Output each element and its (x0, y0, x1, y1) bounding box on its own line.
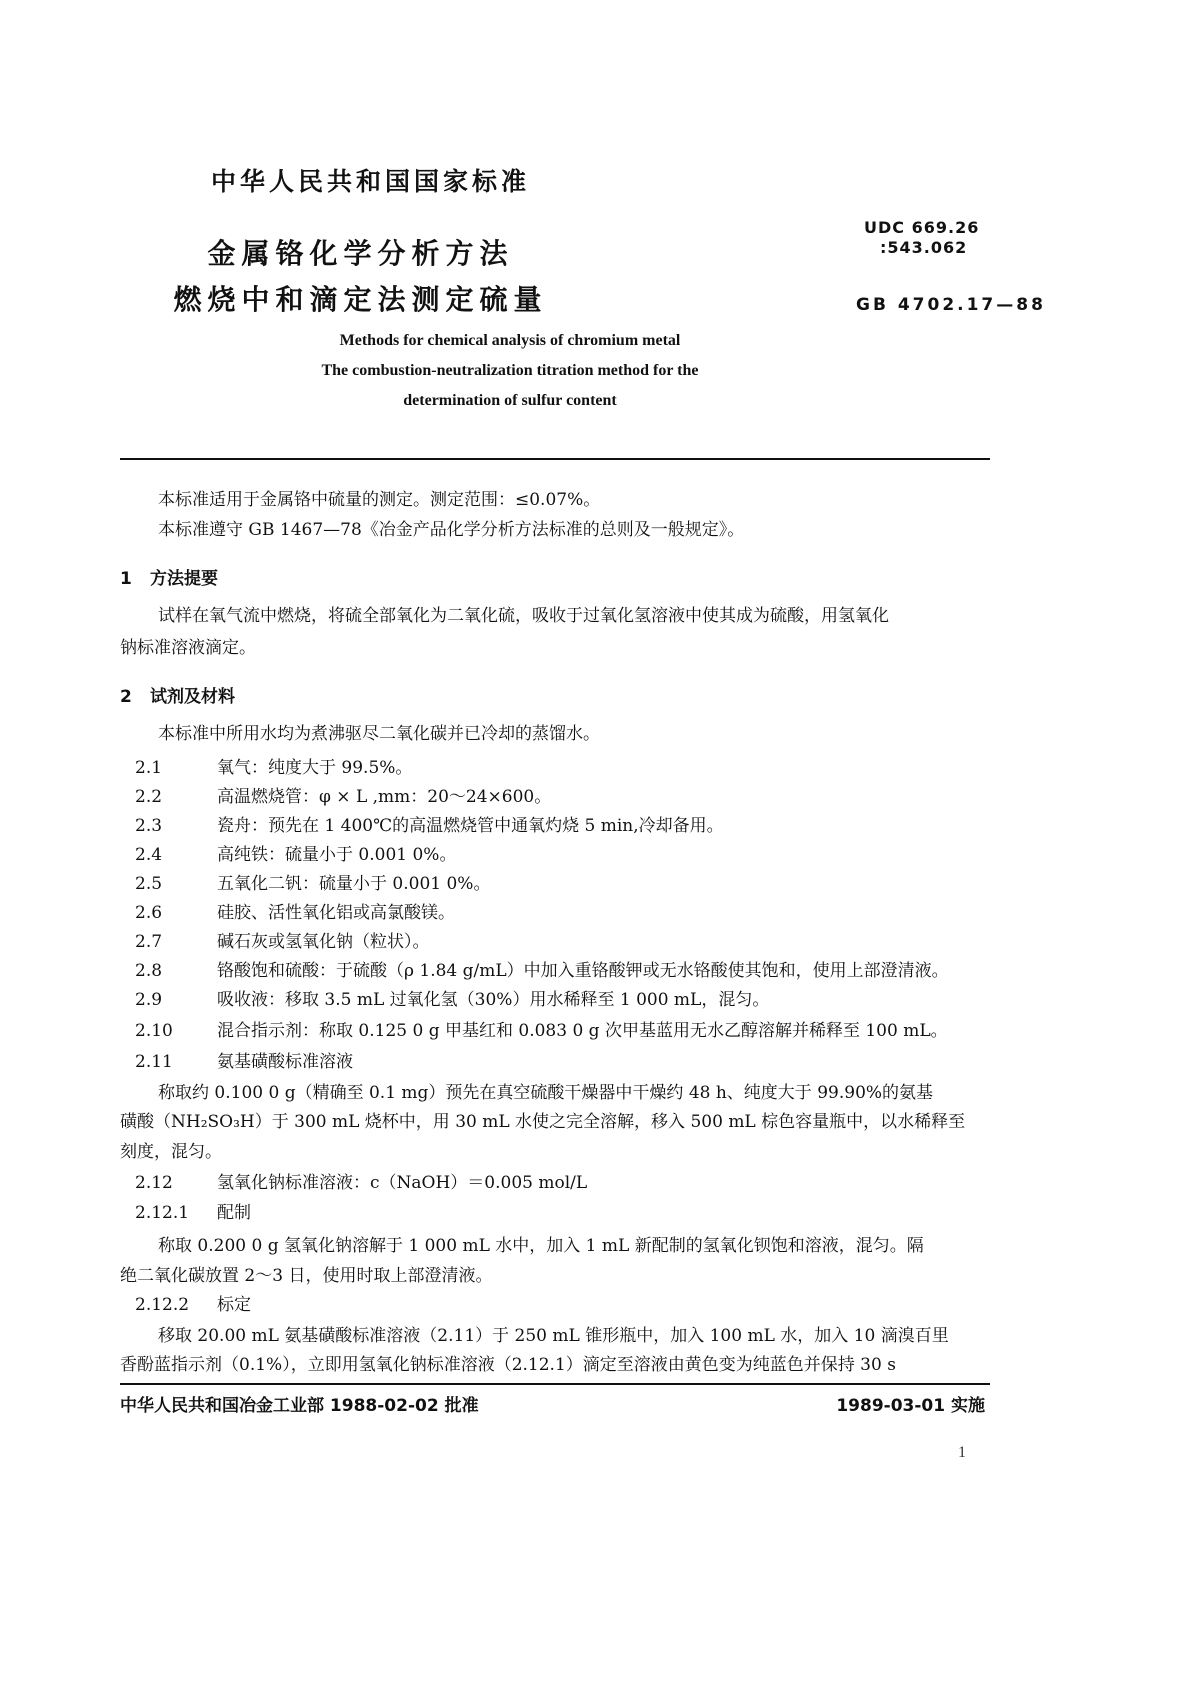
item-number: 2.1 (135, 758, 163, 778)
intro-paragraph-2: 本标准遵守 GB 1467—78《冶金产品化学分析方法标准的总则及一般规定》。 (158, 520, 745, 540)
section-1-text-line1: 试样在氧气流中燃烧，将硫全部氧化为二氧化硫，吸收于过氧化氢溶液中使其成为硫酸，用氢氧化 (158, 606, 889, 626)
item-2-12-2-text-line2: 香酚蓝指示剂（0.1%），立即用氢氧化钠标准溶液（2.12.1）滴定至溶液由黄色变为纯蓝色并保持 30 s (120, 1355, 896, 1375)
item-title: 标定 (217, 1295, 251, 1315)
item-number: 2.4 (135, 845, 163, 865)
list-item (135, 930, 430, 954)
national-standard-heading: 中华人民共和国国家标准 (210, 167, 530, 196)
item-title: 配制 (217, 1203, 251, 1223)
item-2-11-text-line3: 刻度，混匀。 (120, 1142, 222, 1162)
item-number: 2.12 (135, 1173, 173, 1193)
list-item (135, 785, 551, 809)
item-number: 2.10 (135, 1021, 173, 1041)
item-number: 2.2 (135, 787, 163, 807)
approval-line: 中华人民共和国冶金工业部 1988-02-02 批准 (120, 1396, 479, 1416)
item-number: 2.5 (135, 874, 163, 894)
item-2-12-1-text-line2: 绝二氧化碳放置 2～3 日，使用时取上部澄清液。 (120, 1266, 493, 1286)
english-title-line2: The combustion-neutralization titration method for the (321, 362, 699, 379)
section-1-text-line2: 钠标准溶液滴定。 (120, 638, 256, 658)
item-text: 混合指示剂：称取 0.125 0 g 甲基红和 0.083 0 g 次甲基蓝用无水乙醇溶解并稀释至 100 mL。 (217, 1021, 948, 1041)
item-number: 2.6 (135, 903, 163, 923)
item-number: 2.12.1 (135, 1203, 190, 1223)
item-2-11-text-line1: 称取约 0.100 0 g（精确至 0.1 mg）预先在真空硫酸干燥器中干燥约 48 h、纯度大于 99.90%的氨基 (158, 1083, 934, 1103)
item-text: 氧气：纯度大于 99.5%。 (217, 758, 413, 778)
item-text: 高纯铁：硫量小于 0.001 0%。 (217, 845, 457, 865)
list-item (135, 1201, 251, 1225)
gb-code: GB 4702.17—88 (856, 295, 1046, 315)
list-item (135, 814, 724, 838)
item-text: 铬酸饱和硫酸：于硫酸（ρ 1.84 g/mL）中加入重铬酸钾或无水铬酸使其饱和，使用上部澄清液。 (217, 961, 949, 981)
document-title-line1: 金属铬化学分析方法 (207, 237, 514, 270)
list-item (135, 843, 456, 867)
list-item (135, 1171, 587, 1195)
section-1-heading (120, 564, 218, 589)
item-2-12-1-text-line1: 称取 0.200 0 g 氢氧化钠溶解于 1 000 mL 水中，加入 1 mL 新配制的氢氧化钡饱和溶液，混匀。隔 (158, 1236, 924, 1256)
implementation-date: 1989-03-01 实施 (836, 1396, 985, 1416)
item-number: 2.7 (135, 932, 163, 952)
section-number: 2 (120, 687, 132, 707)
list-item (135, 988, 769, 1012)
item-number: 2.9 (135, 990, 163, 1010)
item-text: 硅胶、活性氧化铝或高氯酸镁。 (217, 903, 455, 923)
item-number: 2.8 (135, 961, 163, 981)
list-item (135, 1293, 251, 1317)
item-text: 瓷舟：预先在 1 400℃的高温燃烧管中通氧灼烧 5 min,冷却备用。 (217, 816, 724, 836)
list-item (135, 756, 412, 780)
english-title-line1: Methods for chemical analysis of chromium metal (339, 332, 681, 349)
section-title: 试剂及材料 (150, 687, 235, 707)
item-text: 吸收液：移取 3.5 mL 过氧化氢（30%）用水稀释至 1 000 mL，混匀。 (217, 990, 770, 1010)
item-text: 碱石灰或氢氧化钠（粒状）。 (217, 932, 430, 952)
footer-divider (120, 1383, 990, 1385)
item-title: 氢氧化钠标准溶液：c（NaOH）＝0.005 mol/L (217, 1173, 588, 1193)
list-item (135, 872, 490, 896)
document-title-line2: 燃烧中和滴定法测定硫量 (173, 283, 548, 316)
list-item (135, 901, 455, 925)
list-item (135, 1050, 353, 1074)
header-divider (120, 458, 990, 460)
list-item (135, 1019, 948, 1043)
item-text: 高温燃烧管：φ × L ,mm：20～24×600。 (217, 787, 552, 807)
item-text: 五氧化二钒：硫量小于 0.001 0%。 (217, 874, 491, 894)
section-2-heading (120, 682, 235, 707)
item-number: 2.3 (135, 816, 163, 836)
item-2-12-2-text-line1: 移取 20.00 mL 氨基磺酸标准溶液（2.11）于 250 mL 锥形瓶中，加入 100 mL 水，加入 10 滴溴百里 (158, 1326, 949, 1346)
page-number: 1 (958, 1444, 966, 1461)
intro-paragraph-1: 本标准适用于金属铬中硫量的测定。测定范围：≤0.07%。 (158, 490, 601, 510)
udc-code-line2: :543.062 (880, 238, 968, 257)
item-number: 2.11 (135, 1052, 173, 1072)
section-title: 方法提要 (150, 569, 218, 589)
udc-code-line1: UDC 669.26 (864, 218, 980, 237)
section-number: 1 (120, 569, 132, 589)
section-2-intro: 本标准中所用水均为煮沸驱尽二氧化碳并已冷却的蒸馏水。 (158, 724, 600, 744)
item-number: 2.12.2 (135, 1295, 190, 1315)
item-title: 氨基磺酸标准溶液 (217, 1052, 353, 1072)
list-item (135, 959, 949, 983)
item-2-11-text-line2: 磺酸（NH₂SO₃H）于 300 mL 烧杯中，用 30 mL 水使之完全溶解，移入 500 mL 棕色容量瓶中，以水稀释至 (120, 1112, 966, 1132)
english-title-line3: determination of sulfur content (403, 392, 617, 409)
